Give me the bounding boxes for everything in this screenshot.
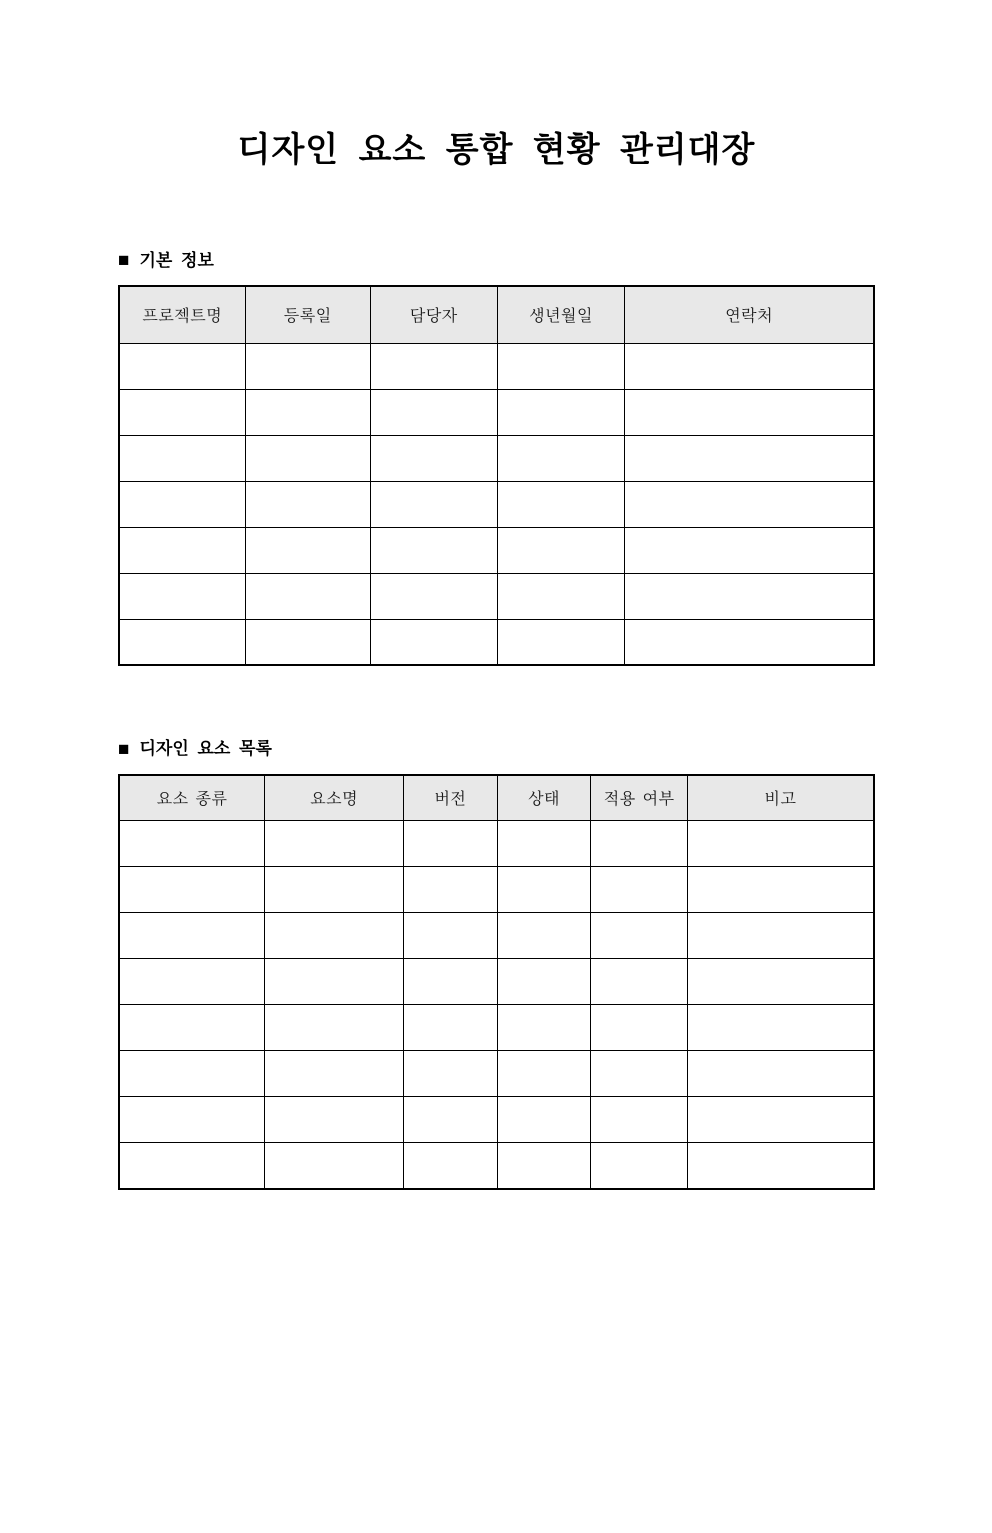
empty-cell [625,619,874,665]
empty-cell [404,1143,498,1189]
empty-cell [591,959,688,1005]
empty-cell [497,1005,591,1051]
empty-cell [625,527,874,573]
empty-cell [119,343,245,389]
table-row [119,1005,874,1051]
empty-cell [591,913,688,959]
empty-cell [497,1051,591,1097]
document-page [0,130,992,1533]
empty-cell [497,527,625,573]
table-row [119,343,874,389]
empty-cell [687,867,874,913]
empty-cell [245,619,370,665]
section-heading-basic-info [118,251,875,271]
empty-cell [265,1005,404,1051]
empty-cell [119,1143,265,1189]
empty-cell [370,573,497,619]
empty-cell [265,867,404,913]
table-row [119,1097,874,1143]
empty-cell [119,573,245,619]
empty-cell [625,343,874,389]
empty-cell [265,1051,404,1097]
basic-info-table [118,285,875,666]
page-title: 디자인 요소 통합 현황 관리대장 [237,131,756,169]
empty-cell [119,913,265,959]
empty-cell [119,619,245,665]
empty-cell [370,343,497,389]
empty-cell [265,1143,404,1189]
empty-cell [265,959,404,1005]
design-elements-table [118,774,875,1190]
empty-cell [497,619,625,665]
empty-cell [245,481,370,527]
table-row [119,527,874,573]
empty-cell [119,821,265,867]
empty-cell [265,821,404,867]
empty-cell [265,1097,404,1143]
empty-cell [591,1097,688,1143]
empty-cell [497,389,625,435]
empty-cell [687,1051,874,1097]
section-bullet-icon: ■ [118,250,130,272]
empty-cell [404,1097,498,1143]
column-header-element-type: 요소 종류 [119,775,265,821]
empty-cell [687,1097,874,1143]
column-header-registration-date: 등록일 [245,286,370,343]
empty-cell [370,527,497,573]
empty-cell [497,1097,591,1143]
empty-cell [687,1005,874,1051]
empty-cell [245,343,370,389]
empty-cell [245,389,370,435]
section-heading-label: 기본 정보 [139,250,214,270]
empty-cell [404,959,498,1005]
empty-cell [119,435,245,481]
empty-cell [404,821,498,867]
table-row [119,481,874,527]
empty-cell [245,573,370,619]
table-row [119,1143,874,1189]
column-header-project-name: 프로젝트명 [119,286,245,343]
table-row [119,619,874,665]
empty-cell [497,867,591,913]
empty-cell [497,481,625,527]
column-header-applied: 적용 여부 [591,775,688,821]
empty-cell [687,821,874,867]
empty-cell [687,913,874,959]
empty-cell [687,1143,874,1189]
empty-cell [625,481,874,527]
empty-cell [245,435,370,481]
empty-cell [404,913,498,959]
column-header-remarks: 비고 [687,775,874,821]
empty-cell [625,389,874,435]
empty-cell [497,573,625,619]
empty-cell [119,959,265,1005]
empty-cell [119,1051,265,1097]
empty-cell [497,435,625,481]
table-row [119,959,874,1005]
table-row [119,573,874,619]
empty-cell [497,913,591,959]
column-header-contact: 연락처 [625,286,874,343]
empty-cell [591,821,688,867]
empty-cell [370,389,497,435]
empty-cell [404,867,498,913]
empty-cell [404,1051,498,1097]
empty-cell [370,619,497,665]
column-header-birth-date: 생년월일 [497,286,625,343]
empty-cell [119,867,265,913]
header-row [119,286,874,343]
empty-cell [370,481,497,527]
empty-cell [591,1143,688,1189]
empty-cell [625,573,874,619]
table-row [119,867,874,913]
empty-cell [404,1005,498,1051]
empty-cell [591,867,688,913]
empty-cell [119,1097,265,1143]
table-row [119,1051,874,1097]
section-heading-design-elements [118,739,875,759]
column-header-manager: 담당자 [370,286,497,343]
column-header-status: 상태 [497,775,591,821]
section-heading-label: 디자인 요소 목록 [139,739,272,759]
table-row [119,435,874,481]
table-row [119,389,874,435]
table-row [119,821,874,867]
table-row [119,913,874,959]
empty-cell [370,435,497,481]
column-header-version: 버전 [404,775,498,821]
empty-cell [245,527,370,573]
empty-cell [119,527,245,573]
empty-cell [497,343,625,389]
empty-cell [687,959,874,1005]
empty-cell [119,481,245,527]
header-row [119,775,874,821]
empty-cell [497,959,591,1005]
empty-cell [265,913,404,959]
empty-cell [625,435,874,481]
empty-cell [119,1005,265,1051]
empty-cell [497,1143,591,1189]
empty-cell [497,821,591,867]
column-header-element-name: 요소명 [265,775,404,821]
empty-cell [591,1005,688,1051]
empty-cell [119,389,245,435]
section-bullet-icon: ■ [118,738,130,760]
empty-cell [591,1051,688,1097]
